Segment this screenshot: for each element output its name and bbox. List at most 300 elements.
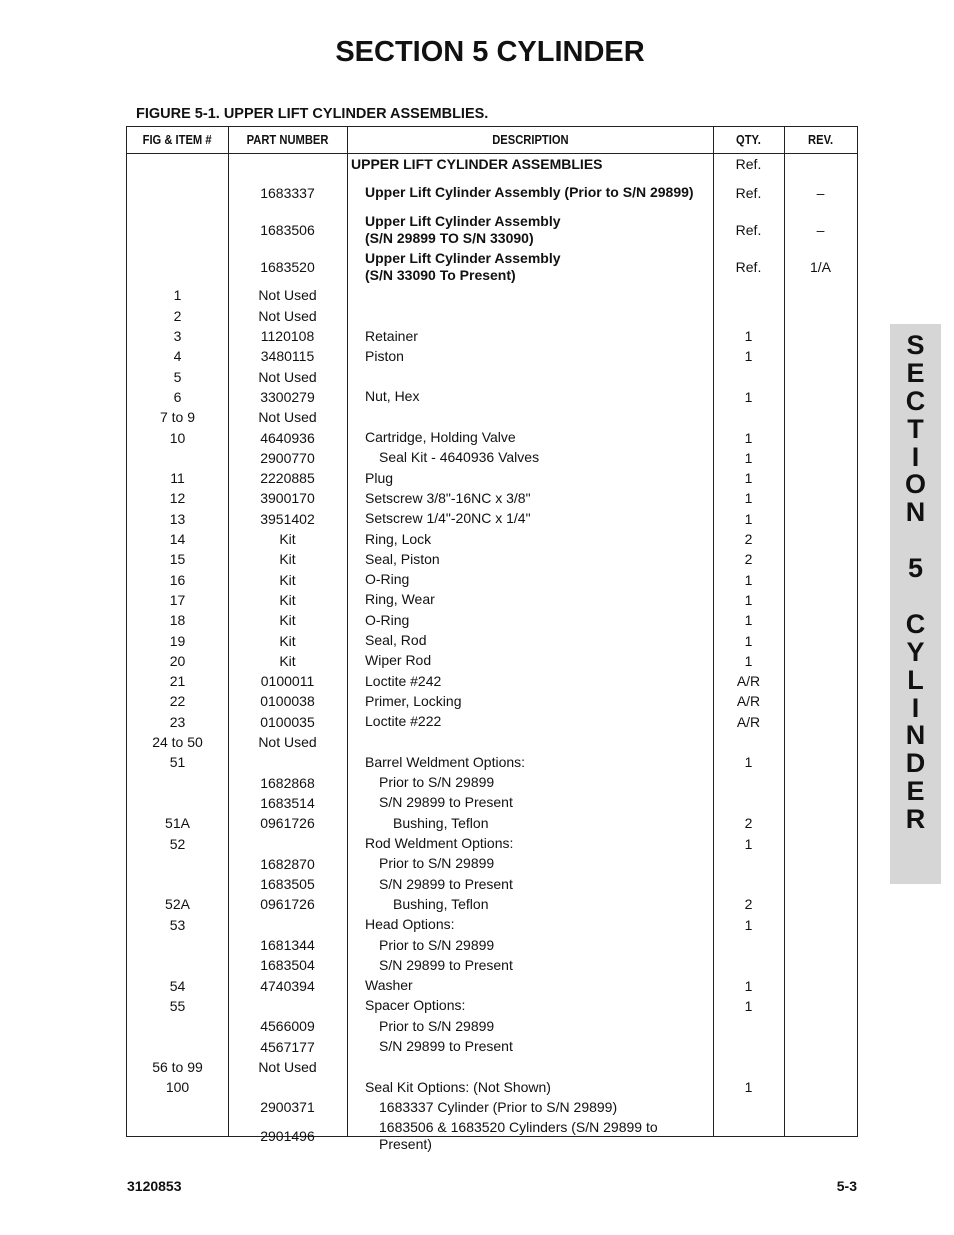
part-number-cell: 4740394 xyxy=(260,977,315,994)
part-number-cell: 0961726 xyxy=(260,896,315,913)
table-row xyxy=(127,326,857,346)
rev-cell xyxy=(784,570,857,590)
part-number-cell: 0100035 xyxy=(260,713,315,730)
description-cell: Head Options: xyxy=(365,916,455,933)
rev-cell xyxy=(784,854,857,874)
qty-cell: 1 xyxy=(744,328,753,345)
qty-cell: 1 xyxy=(744,835,753,852)
description-cell: Plug xyxy=(365,469,394,486)
part-number-cell: 1682868 xyxy=(260,774,315,791)
qty-cell xyxy=(713,854,784,874)
table-row xyxy=(127,427,857,447)
part-number-cell: 3951402 xyxy=(260,510,315,527)
description-cell xyxy=(347,285,707,305)
fig-item-cell: 5 xyxy=(173,368,182,385)
fig-item-cell: 14 xyxy=(169,531,186,548)
fig-item-cell xyxy=(127,174,228,211)
rev-cell xyxy=(784,488,857,508)
description-cell xyxy=(347,407,707,427)
fig-item-cell xyxy=(127,793,228,813)
rev-cell: – xyxy=(816,184,825,201)
fig-item-cell: 3 xyxy=(173,328,182,345)
side-tab-letter: N xyxy=(905,720,926,751)
table-row xyxy=(127,752,857,772)
part-number-cell: 2220885 xyxy=(260,470,315,487)
qty-cell xyxy=(713,793,784,813)
qty-cell xyxy=(713,367,784,387)
table-row xyxy=(127,1118,857,1155)
part-number-cell: 1683504 xyxy=(260,957,315,974)
description-cell: Upper Lift Cylinder Assembly (S/N 33090 To Present) xyxy=(365,249,561,283)
description-cell: Bushing, Teflon xyxy=(393,814,489,831)
part-number-cell: Not Used xyxy=(258,1058,317,1075)
document-number: 3120853 xyxy=(127,1178,182,1194)
table-row xyxy=(127,1036,857,1056)
fig-item-cell xyxy=(127,854,228,874)
description-cell: S/N 29899 to Present xyxy=(379,794,513,811)
table-row xyxy=(127,976,857,996)
part-number-cell: 1120108 xyxy=(260,328,315,345)
fig-item-cell: 4 xyxy=(173,348,182,365)
side-tab-letter: O xyxy=(904,469,926,500)
fig-item-cell: 12 xyxy=(169,490,186,507)
table-row xyxy=(127,833,857,853)
side-tab-letter: 5 xyxy=(907,553,924,584)
rev-cell xyxy=(784,1036,857,1056)
side-tab-letter: I xyxy=(911,692,920,723)
description-cell: Setscrew 3/8"-16NC x 3/8" xyxy=(365,489,531,506)
rev-cell xyxy=(784,610,857,630)
rev-cell xyxy=(784,712,857,732)
rev-cell xyxy=(784,955,857,975)
rev-cell xyxy=(784,996,857,1016)
fig-item-cell: 11 xyxy=(170,470,185,487)
description-cell: Prior to S/N 29899 xyxy=(379,774,495,791)
page-title: SECTION 5 CYLINDER xyxy=(335,36,645,68)
part-number-cell: 2901496 xyxy=(260,1128,315,1145)
qty-cell: 2 xyxy=(744,551,753,568)
header-fig-item: FIG & ITEM # xyxy=(143,132,212,147)
table-row xyxy=(127,1057,857,1077)
part-number-cell: 4640936 xyxy=(260,429,315,446)
table-row xyxy=(127,407,857,427)
rev-cell xyxy=(784,367,857,387)
part-number-cell: Kit xyxy=(279,531,296,548)
table-row xyxy=(127,630,857,650)
part-number-cell: 1683514 xyxy=(260,794,315,811)
fig-item-cell: 21 xyxy=(169,673,186,690)
qty-cell: 1 xyxy=(744,571,753,588)
side-tab-letter: I xyxy=(911,441,920,472)
rev-cell xyxy=(784,874,857,894)
qty-cell: 1 xyxy=(744,1079,753,1096)
table-row xyxy=(127,346,857,366)
qty-cell xyxy=(713,732,784,752)
side-tab-letters xyxy=(890,332,941,834)
rev-cell xyxy=(784,793,857,813)
rev-cell xyxy=(784,427,857,447)
rev-cell xyxy=(784,529,857,549)
rev-cell xyxy=(784,915,857,935)
table-row xyxy=(127,813,857,833)
table-row xyxy=(127,468,857,488)
description-cell xyxy=(347,732,707,752)
description-cell: 1683506 & 1683520 Cylinders (S/N 29899 to Present) xyxy=(379,1119,658,1153)
figure-title: FIGURE 5-1. UPPER LIFT CYLINDER ASSEMBLIES. xyxy=(136,106,489,122)
part-number-cell xyxy=(228,752,347,772)
qty-cell: Ref. xyxy=(735,184,762,201)
fig-item-cell: 100 xyxy=(165,1079,190,1096)
header-qty: QTY. xyxy=(736,132,761,147)
description-cell: Ring, Lock xyxy=(365,530,432,547)
qty-cell: A/R xyxy=(736,713,761,730)
part-number-cell: Not Used xyxy=(258,409,317,426)
rev-cell xyxy=(784,306,857,326)
table-row xyxy=(127,793,857,813)
table-row xyxy=(127,590,857,610)
qty-cell xyxy=(713,285,784,305)
qty-cell: 1 xyxy=(744,348,753,365)
rev-cell xyxy=(784,1016,857,1036)
part-number-cell: 3480115 xyxy=(260,348,315,365)
description-cell xyxy=(347,1057,707,1077)
table-row xyxy=(127,712,857,732)
part-number-cell: Not Used xyxy=(258,734,317,751)
part-number-cell: 2900371 xyxy=(260,1099,315,1116)
fig-item-cell xyxy=(127,1097,228,1117)
qty-cell: 1 xyxy=(744,997,753,1014)
qty-cell: 1 xyxy=(744,510,753,527)
part-number-cell: Kit xyxy=(279,571,296,588)
rev-cell xyxy=(784,630,857,650)
qty-cell xyxy=(713,1118,784,1155)
part-number-cell: 1682870 xyxy=(260,855,315,872)
side-tab-letter xyxy=(890,527,941,555)
table-row xyxy=(127,610,857,630)
fig-item-cell: 7 to 9 xyxy=(159,409,196,426)
part-number-cell: 1683520 xyxy=(260,258,315,275)
fig-item-cell: 20 xyxy=(169,652,186,669)
table-row xyxy=(127,570,857,590)
rev-cell xyxy=(784,326,857,346)
description-cell: S/N 29899 to Present xyxy=(379,875,513,892)
side-tab-letter: Y xyxy=(906,636,925,667)
description-cell: Upper Lift Cylinder Assembly (Prior to S/N 29899) xyxy=(365,184,694,201)
description-cell: O-Ring xyxy=(365,571,410,588)
rev-cell xyxy=(784,468,857,488)
qty-cell xyxy=(713,1057,784,1077)
description-cell: Barrel Weldment Options: xyxy=(365,753,526,770)
fig-item-cell xyxy=(127,154,228,174)
table-row xyxy=(127,1097,857,1117)
fig-item-cell: 56 to 99 xyxy=(152,1058,203,1075)
description-cell: Nut, Hex xyxy=(365,388,420,405)
rev-cell xyxy=(784,691,857,711)
side-tab-letter: S xyxy=(906,330,925,360)
rev-cell xyxy=(784,813,857,833)
table-row xyxy=(127,248,857,285)
fig-item-cell: 17 xyxy=(169,591,186,608)
part-number-cell: Not Used xyxy=(258,368,317,385)
table-row xyxy=(127,285,857,305)
table-row xyxy=(127,915,857,935)
page-number: 5-3 xyxy=(836,1178,857,1194)
description-cell: Seal, Piston xyxy=(365,550,440,567)
side-tab-letter xyxy=(890,583,941,611)
description-cell: Prior to S/N 29899 xyxy=(379,936,495,953)
rev-cell xyxy=(784,1118,857,1155)
side-tab-letter: T xyxy=(907,413,924,444)
rev-cell xyxy=(784,549,857,569)
header-rev: REV. xyxy=(807,132,834,147)
rev-cell: 1/A xyxy=(809,258,831,275)
table-row xyxy=(127,211,857,248)
qty-cell xyxy=(713,955,784,975)
part-number-cell: 3300279 xyxy=(260,388,315,405)
fig-item-cell: 15 xyxy=(169,551,186,568)
qty-cell xyxy=(713,1036,784,1056)
qty-cell: 1 xyxy=(744,388,753,405)
qty-cell xyxy=(713,773,784,793)
description-cell: Wiper Rod xyxy=(365,652,432,669)
part-number-cell xyxy=(228,915,347,935)
table-row xyxy=(127,509,857,529)
rev-cell xyxy=(784,894,857,914)
rev-cell xyxy=(784,671,857,691)
qty-cell: 1 xyxy=(744,652,753,669)
side-tab-letter: L xyxy=(907,664,924,695)
qty-cell: 1 xyxy=(744,429,753,446)
part-number-cell: Kit xyxy=(279,652,296,669)
header-part-number: PART NUMBER xyxy=(246,132,329,147)
fig-item-cell: 10 xyxy=(169,429,186,446)
table-row xyxy=(127,1016,857,1036)
qty-cell xyxy=(713,935,784,955)
fig-item-cell: 19 xyxy=(169,632,186,649)
fig-item-cell: 55 xyxy=(169,997,186,1014)
fig-item-cell: 54 xyxy=(169,977,186,994)
table-row xyxy=(127,154,857,174)
fig-item-cell xyxy=(127,248,228,285)
table-row xyxy=(127,448,857,468)
rev-cell xyxy=(784,1077,857,1097)
qty-cell: 2 xyxy=(744,815,753,832)
rev-cell xyxy=(784,752,857,772)
description-cell: Bushing, Teflon xyxy=(393,895,489,912)
rev-cell xyxy=(784,1057,857,1077)
description-cell: Loctite #242 xyxy=(365,672,442,689)
part-number-cell xyxy=(228,154,347,174)
table-row xyxy=(127,367,857,387)
part-number-cell xyxy=(228,833,347,853)
description-cell: Retainer xyxy=(365,327,418,344)
qty-cell: A/R xyxy=(736,673,761,690)
part-number-cell: 4566009 xyxy=(260,1018,315,1035)
fig-item-cell: 53 xyxy=(169,916,186,933)
qty-cell xyxy=(713,874,784,894)
description-cell: Setscrew 1/4"-20NC x 1/4" xyxy=(365,510,531,527)
description-cell: Loctite #222 xyxy=(365,713,442,730)
qty-cell: 1 xyxy=(744,449,753,466)
description-cell: Prior to S/N 29899 xyxy=(379,855,495,872)
part-number-cell: Kit xyxy=(279,612,296,629)
qty-cell: 2 xyxy=(744,896,753,913)
fig-item-cell: 52A xyxy=(165,896,190,913)
description-cell xyxy=(347,306,707,326)
side-tab-letter: D xyxy=(905,748,926,779)
part-number-cell: Not Used xyxy=(258,307,317,324)
fig-item-cell xyxy=(127,955,228,975)
table-row xyxy=(127,773,857,793)
part-number-cell: 2900770 xyxy=(260,449,315,466)
rev-cell xyxy=(784,976,857,996)
fig-item-cell xyxy=(127,1016,228,1036)
parts-table xyxy=(126,126,858,1153)
part-number-cell: 1681344 xyxy=(260,937,315,954)
fig-item-cell: 6 xyxy=(173,388,182,405)
rev-cell xyxy=(784,387,857,407)
part-number-cell xyxy=(228,996,347,1016)
qty-cell: 1 xyxy=(744,490,753,507)
part-number-cell xyxy=(228,1077,347,1097)
rev-cell xyxy=(784,154,857,174)
qty-cell: Ref. xyxy=(735,221,762,238)
table-row xyxy=(127,549,857,569)
rev-cell xyxy=(784,732,857,752)
table-row xyxy=(127,894,857,914)
description-cell: Piston xyxy=(365,347,404,364)
qty-cell: 1 xyxy=(744,977,753,994)
description-cell: Prior to S/N 29899 xyxy=(379,1017,495,1034)
description-cell: 1683337 Cylinder (Prior to S/N 29899) xyxy=(379,1098,618,1115)
side-tab-letter: N xyxy=(905,497,926,528)
fig-item-cell xyxy=(127,935,228,955)
description-cell: O-Ring xyxy=(365,611,410,628)
table-row xyxy=(127,955,857,975)
table-row xyxy=(127,387,857,407)
fig-item-cell: 24 to 50 xyxy=(152,734,203,751)
table-row xyxy=(127,874,857,894)
qty-cell: A/R xyxy=(736,693,761,710)
table-row xyxy=(127,996,857,1016)
part-number-cell: Kit xyxy=(279,591,296,608)
table-row xyxy=(127,854,857,874)
qty-cell: 1 xyxy=(744,916,753,933)
description-cell: Washer xyxy=(365,977,413,994)
table-row xyxy=(127,671,857,691)
description-cell: Seal, Rod xyxy=(365,632,427,649)
rev-cell xyxy=(784,448,857,468)
qty-cell: 1 xyxy=(744,632,753,649)
part-number-cell: Not Used xyxy=(258,287,317,304)
table-row xyxy=(127,732,857,752)
description-cell: Ring, Wear xyxy=(365,591,435,608)
fig-item-cell: 16 xyxy=(169,571,186,588)
fig-item-cell: 13 xyxy=(169,510,186,527)
fig-item-cell: 2 xyxy=(173,307,182,324)
side-tab-letter: C xyxy=(905,608,926,639)
description-cell xyxy=(347,367,707,387)
side-tab-letter: C xyxy=(905,385,926,416)
description-cell: Upper Lift Cylinder Assembly (S/N 29899 TO S/N 33090) xyxy=(365,212,561,246)
qty-cell: 1 xyxy=(744,591,753,608)
fig-item-cell: 1 xyxy=(173,287,182,304)
rev-cell xyxy=(784,509,857,529)
fig-item-cell: 51A xyxy=(165,815,190,832)
qty-cell: 2 xyxy=(744,531,753,548)
fig-item-cell xyxy=(127,448,228,468)
fig-item-cell xyxy=(127,874,228,894)
rev-cell xyxy=(784,1097,857,1117)
table-row xyxy=(127,306,857,326)
part-number-cell: 1683506 xyxy=(260,221,315,238)
table-row xyxy=(127,651,857,671)
qty-cell xyxy=(713,407,784,427)
side-tab-letter: R xyxy=(905,804,926,835)
part-number-cell: 0100011 xyxy=(260,673,315,690)
qty-cell: Ref. xyxy=(735,156,762,173)
description-cell: Spacer Options: xyxy=(365,997,466,1014)
description-cell: Seal Kit - 4640936 Valves xyxy=(379,449,540,466)
part-number-cell: Kit xyxy=(279,551,296,568)
part-number-cell: 4567177 xyxy=(260,1038,315,1055)
qty-cell xyxy=(713,306,784,326)
rev-cell xyxy=(784,346,857,366)
table-row xyxy=(127,691,857,711)
part-number-cell: 0100038 xyxy=(260,693,315,710)
table-row xyxy=(127,1077,857,1097)
fig-item-cell xyxy=(127,211,228,248)
fig-item-cell: 23 xyxy=(169,713,186,730)
rev-cell xyxy=(784,935,857,955)
rev-cell xyxy=(784,590,857,610)
qty-cell: 1 xyxy=(744,612,753,629)
rev-cell xyxy=(784,773,857,793)
side-tab-letter: E xyxy=(906,357,925,388)
rev-cell xyxy=(784,407,857,427)
table-row xyxy=(127,935,857,955)
qty-cell: 1 xyxy=(744,754,753,771)
rev-cell xyxy=(784,651,857,671)
description-cell: UPPER LIFT CYLINDER ASSEMBLIES xyxy=(351,155,603,172)
description-cell: S/N 29899 to Present xyxy=(379,956,513,973)
part-number-cell: Kit xyxy=(279,632,296,649)
rev-cell xyxy=(784,285,857,305)
qty-cell xyxy=(713,1097,784,1117)
part-number-cell: 1683337 xyxy=(260,184,315,201)
part-number-cell: 0961726 xyxy=(260,815,315,832)
part-number-cell: 1683505 xyxy=(260,876,315,893)
section-side-tab xyxy=(890,324,941,884)
part-number-cell: 3900170 xyxy=(260,490,315,507)
description-cell: S/N 29899 to Present xyxy=(379,1038,513,1055)
description-cell: Cartridge, Holding Valve xyxy=(365,429,516,446)
description-cell: Primer, Locking xyxy=(365,692,462,709)
fig-item-cell: 22 xyxy=(169,693,186,710)
fig-item-cell: 18 xyxy=(169,612,186,629)
side-tab-letter: E xyxy=(906,776,925,807)
fig-item-cell xyxy=(127,1036,228,1056)
header-description: DESCRIPTION xyxy=(491,132,569,147)
fig-item-cell xyxy=(127,773,228,793)
fig-item-cell: 52 xyxy=(169,835,186,852)
qty-cell xyxy=(713,1016,784,1036)
fig-item-cell xyxy=(127,1118,228,1155)
table-row xyxy=(127,529,857,549)
rev-cell xyxy=(784,833,857,853)
description-cell: Rod Weldment Options: xyxy=(365,835,514,852)
table-row xyxy=(127,174,857,211)
